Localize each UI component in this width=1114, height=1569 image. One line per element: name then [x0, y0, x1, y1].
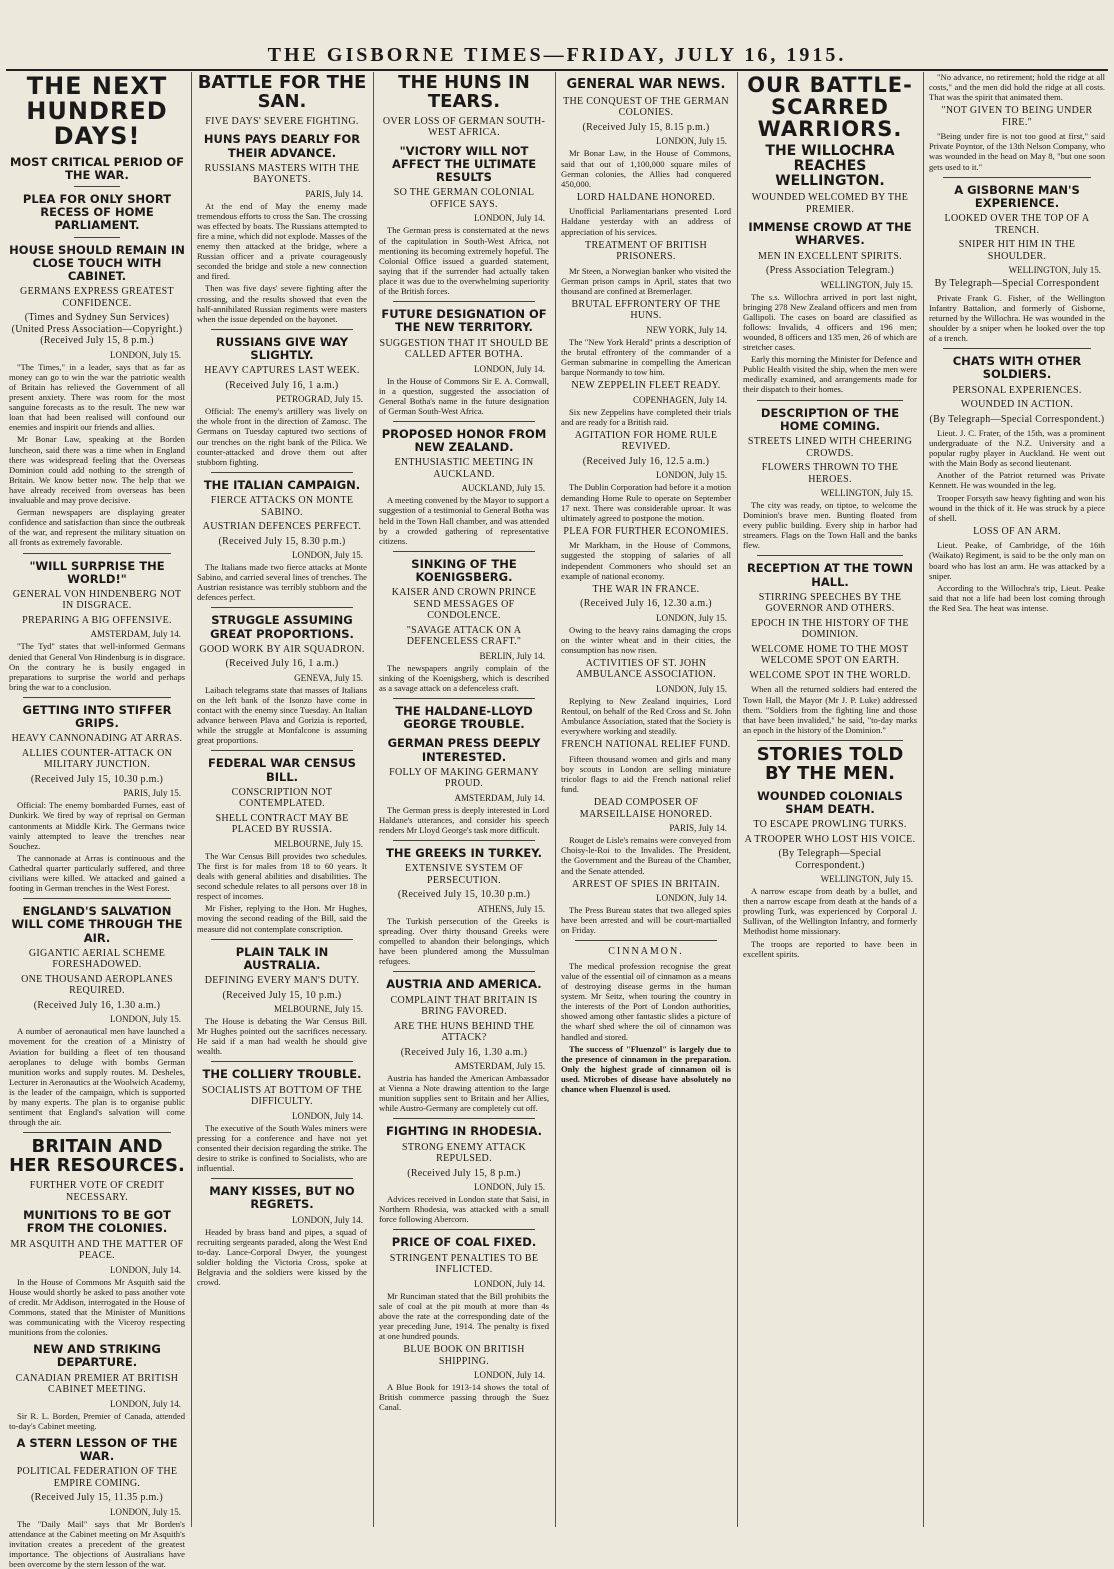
article-paragraph: Advices received in London state that Saisi, in Northern Rhodesia, was attacked with a small force following Abercorn. [379, 1194, 549, 1225]
subheading: FOLLY OF MAKING GERMANY PROUD. [389, 766, 539, 790]
subheading: PLEA FOR FURTHER ECONOMIES. [563, 525, 729, 537]
article-paragraph: The Press Bureau states that two alleged spies have been arrested and will be court-martialled on Friday. [561, 905, 731, 936]
subheading: RUSSIANS MASTERS WITH THE BAYONETS. [204, 162, 360, 186]
headline: MANY KISSES, BUT NO REGRETS. [209, 1184, 355, 1212]
subheading: GERMANS EXPRESS GREATEST CONFIDENCE. [20, 286, 174, 309]
article-paragraph: Six new Zeppelins have completed their trials and are ready for a British raid. [561, 406, 731, 427]
article-paragraph: The newspapers angrily complain of the sinking of the Koenigsberg, which is described as a savage attack on a defenceless craft. [379, 662, 549, 693]
article-paragraph: In the House of Commons Sir E. A. Cornwall, in a question, suggested the association of General Botha's name in the future designation of German South-West Africa. [379, 375, 549, 416]
headline: A GISBORNE MAN'S EXPERIENCE. [954, 182, 1080, 210]
divider [393, 698, 535, 699]
divider [575, 940, 717, 941]
subheading: STIRRING SPEECHES BY THE GOVERNOR AND OTHERS. [758, 591, 902, 615]
divider [393, 971, 535, 972]
headline: FUTURE DESIGNATION OF THE NEW TERRITORY. [381, 307, 547, 335]
subheading: DEFINING EVERY MAN'S DUTY. [204, 975, 360, 987]
subheading: BLUE BOOK ON BRITISH SHIPPING. [403, 1344, 525, 1367]
subheading: HEAVY CAPTURES LAST WEEK. [204, 365, 360, 377]
divider [943, 177, 1091, 178]
subheading: AUSTRIAN DEFENCES PERFECT. [202, 521, 362, 533]
subheading: ARE THE HUNS BEHIND THE ATTACK? [393, 1020, 535, 1044]
divider [211, 472, 353, 473]
subheading: STRINGENT PENALTIES TO BE INFLICTED. [389, 1252, 539, 1276]
dateline: LONDON, July 15. [292, 550, 363, 561]
subheading: CANADIAN PREMIER AT BRITISH CABINET MEETING. [15, 1372, 179, 1395]
subheading: HEAVY CANNONADING AT ARRAS. [11, 733, 183, 745]
article-paragraph: Rouget de Lisle's remains were conveyed from Choisy-le-Roi to the Invalides. The President, the Government and the Bureau of the Chamber, and the Senate attended. [561, 835, 731, 876]
headline: "WILL SURPRISE THE WORLD!" [29, 558, 165, 586]
article-paragraph: When all the returned soldiers had entered the Town Hall, the Mayor (Mr J. P. Luke) addressed them. "Soldiers from the fighting line and those that have been invalided," he said, "to-day marks an epoch in the history of the Dominion." [743, 684, 917, 735]
subheading: THE WAR IN FRANCE. [592, 583, 700, 595]
column-5 [738, 72, 922, 1527]
article-paragraph: "No advance, no retirement; hold the ridge at all costs," and the men did hold the ridge at all costs. That was the spirit that animated them. [929, 72, 1105, 103]
article-paragraph: According to the Willochra's trip, Lieut. Peake said that not a life had been lost coming through the Red Sea. The heat was intense. [929, 582, 1105, 613]
divider [943, 348, 1091, 349]
article-paragraph: A number of aeronautical men have launched a movement for the creation of a Ministry of Aviation for building a fleet of ten thousand aeroplanes to deluge with bombs German munition works and supply routes. M. Desheles, Lecturer in Aeronautics at the Woolwich Academy, is the leader of the campaign, which is supported by many experts. The plan is to organise public sentiment that England's salvation will come through the air. [9, 1026, 185, 1128]
article-paragraph: The troops are reported to have been in excellent spirits. [743, 938, 917, 959]
column-2 [192, 72, 372, 1527]
headline: FIGHTING IN RHODESIA. [386, 1124, 542, 1139]
subheading: MEN IN EXCELLENT SPIRITS. [758, 250, 902, 262]
article-paragraph: Mr Bonar Law, in the House of Commons, said that out of 1,100,000 square miles of German colonies, the Allies had conquered 450,000. [561, 148, 731, 189]
article-paragraph: Mr Steen, a Norwegian banker who visited the German prison camps in April, states that two thousand are confined at Bremerlager. [561, 265, 731, 296]
article-paragraph: The Dublin Corporation had before it a motion demanding Home Rule to operate on September 17 next. There was considerable uproar. It was ultimately agreed to postpone the motion. [561, 482, 731, 523]
article-paragraph: The "Daily Mail" says that Mr Borden's attendance at the Cabinet meeting on Mr Asquith's invitation creates a precedent of the greatest importance. The objections of Australians have been overcome by the stern lesson of the war. [9, 1518, 185, 1569]
article-paragraph: "The Tyd" states that well-informed Germans denied that General Von Hindenburg is in disgrace. On the contrary he is busily engaged in preparations to surprise the world and perhaps bring the war to a conclusion. [9, 641, 185, 692]
subheading: "NOT GIVEN TO BEING UNDER FIRE." [941, 105, 1093, 128]
subheading: PERSONAL EXPERIENCES. [952, 384, 1082, 396]
column-1 [4, 72, 190, 1569]
subheading: THE CONQUEST OF THE GERMAN COLONIES. [563, 95, 729, 119]
subheading: TREATMENT OF BRITISH PRISONERS. [585, 239, 707, 263]
subheading: ARREST OF SPIES IN BRITAIN. [572, 878, 720, 890]
dateline: WELLINGTON, July 15. [820, 279, 913, 290]
article-paragraph: The cannonade at Arras is continuous and the Cathedral quarter particularly suffered, and three civilians were killed. We attacked and gained a footing in German trenches in the West Forest. [9, 852, 185, 894]
headline: THE ITALIAN CAMPAIGN. [203, 477, 361, 492]
article-paragraph: The Italians made two fierce attacks at Monte Sabino, and carried several lines of trenches. The Austrian resistance was terribly stubborn and the defences perfect. [197, 562, 367, 603]
dateline: GENEVA, July 15. [294, 672, 363, 683]
wire-credit: (By Telegraph—Special Correspondent.) [929, 413, 1105, 425]
dateline: LONDON, July 14. [292, 1110, 363, 1121]
headline: THE COLLIERY TROUBLE. [202, 1067, 362, 1082]
article-paragraph: Replying to New Zealand inquiries, Lord Rentoul, on behalf of the Red Cross and St. John Ambulance Association, stated that the Society is everywhere working and steadily. [561, 695, 731, 737]
subheading: FLOWERS THROWN TO THE HEROES. [761, 462, 899, 485]
column-4 [556, 72, 736, 1527]
subheading: FRENCH NATIONAL RELIEF FUND. [561, 739, 731, 751]
headline-banner: OUR BATTLE-SCARRED WARRIORS. [747, 73, 913, 142]
subheading: ENTHUSIASTIC MEETING IN AUCKLAND. [394, 457, 534, 480]
dateline: ATHENS, July 15. [477, 903, 545, 914]
subheading: WELCOME SPOT IN THE WORLD. [749, 669, 911, 681]
article-paragraph: The Turkish persecution of the Greeks is spreading. Over thirty thousand Greeks were compelled to abandon their belongings, which have been plundered among the Mussulman refugees. [379, 915, 549, 967]
wire-credit: (By Telegraph—Special Correspondent.) [778, 848, 882, 871]
headline: PLAIN TALK IN AUSTRALIA. [235, 944, 329, 972]
subheading: WOUNDED IN ACTION. [960, 399, 1074, 410]
article-paragraph: The House is debating the War Census Bill. Mr Hughes pointed out the sacrifices necessary. He said if a man had wealth he should give wealth. [197, 1016, 367, 1057]
article-paragraph: At the end of May the enemy made tremendous efforts to cross the San. The crossing was effected by boats. The Russians attempted to fire a mine, which did not explode. Masses of the enemy then attacked at the bridge, where a Russian officer and a private courageously seconded the bridge and stole a new connection and fired. [197, 200, 367, 282]
article-paragraph: The medical profession recognise the great value of the essential oil of cinnamon as a means of destroying disease germs in the human system. Mr Seitz, when touring the country in the interests of the Port of London authorities, showed among other fantastic slides a picture of the wharf shed where the oil of cinnamon was handled and stored. [561, 960, 731, 1042]
headline: "VICTORY WILL NOT AFFECT THE ULTIMATE RESULTS [391, 143, 537, 185]
received-time: (Received July 16, 12.30 a.m.) [580, 598, 712, 610]
subheading: POLITICAL FEDERATION OF THE EMPIRE COMING. [16, 1466, 178, 1489]
dateline: PETROGRAD, July 15. [275, 394, 363, 405]
headline-banner: THE HUNS IN TEARS. [398, 72, 530, 112]
subheading: SUGGESTION THAT IT SHOULD BE CALLED AFTER BOTHA. [379, 337, 549, 361]
article-paragraph: The executive of the South Wales miners were pressing for a conference and have not yet consented their decision regarding the strike. The desire to strike is confined to Socialists, who are influential. [197, 1122, 367, 1174]
subheading: COMPLAINT THAT BRITAIN IS BRING FAVORED. [390, 994, 538, 1018]
divider [74, 237, 120, 238]
divider [211, 1178, 353, 1179]
subheading: MR ASQUITH AND THE MATTER OF PEACE. [10, 1238, 184, 1261]
dateline: BERLIN, July 14. [479, 650, 545, 661]
article-paragraph: Unofficial Parliamentarians presented Lord Haldane yesterday with an address of appreciation of his services. [561, 206, 731, 237]
divider [23, 898, 171, 899]
received-time: (Received July 16, 1.30 a.m.) [33, 999, 161, 1011]
article-paragraph: Lieut. Peake, of Cambridge, of the 16th (Waikato) Regiment, is said to be the only man on board who has lost an arm. He was attacked by a sniper. [929, 540, 1105, 581]
received-time: (Received July 15, 8 p.m.) [407, 1167, 521, 1179]
article-paragraph: The "New York Herald" prints a description of the brutal effrontery of the commander of a German submarine in compelling the American barque Normandy to tow him. [561, 336, 731, 378]
dateline: LONDON, July 14. [656, 893, 727, 904]
headline: MOST CRITICAL PERIOD OF THE WAR. [9, 154, 185, 182]
subheading: CINNAMON. [608, 946, 684, 958]
subheading: WELCOME HOME TO THE MOST WELCOME SPOT ON EARTH. [751, 643, 909, 667]
headline: THE HALDANE-LLOYD GEORGE TROUBLE. [395, 704, 533, 732]
divider [211, 939, 353, 940]
headline: WOUNDED COLONIALS SHAM DEATH. [757, 788, 903, 816]
column-3 [374, 72, 554, 1527]
article-paragraph: Mr Markham, in the House of Commons, suggested the stopping of salaries of all independent Commoners who should set an example of national economy. [561, 540, 731, 581]
article-paragraph: Owing to the heavy rains damaging the crops on the winter wheat and in their cities, the consumption has now risen. [561, 624, 731, 655]
dateline: LONDON, July 14. [292, 1214, 363, 1225]
dateline: AMSTERDAM, July 14. [454, 792, 545, 803]
masthead-title: THE GISBORNE TIMES—FRIDAY, JULY 16, 1915. [267, 44, 847, 66]
article-paragraph: A meeting convened by the Mayor to support a suggestion of a testimonial to General Botha was held in the Town Hall chamber, and was attended by a crowded gathering of representative citizens. [379, 495, 549, 546]
subheading: SHELL CONTRACT MAY BE PLACED BY RUSSIA. [215, 812, 349, 836]
divider [23, 1132, 171, 1133]
received-time: (Received July 15, 11.35 p.m.) [31, 1492, 163, 1504]
divider [393, 421, 535, 422]
received-time: (Received July 15, 10.30 p.m.) [397, 889, 531, 901]
subheading: GIGANTIC AERIAL SCHEME FORESHADOWED. [28, 947, 166, 971]
subheading: PREPARING A BIG OFFENSIVE. [22, 614, 172, 626]
article-paragraph: Official: The enemy bombarded Furnes, east of Dunkirk. We fired by way of reprisal on German cantonments at Middle Kirk. The Germans twice vainly attempted to leave the trenches near Souchez. [9, 800, 185, 851]
dateline: PARIS, July 14. [305, 188, 363, 199]
article-paragraph: Lieut. J. C. Frater, of the 15th, was a prominent undergraduate of the N.Z. University and a popular rugby player in Auckland. He went out with the Main Body as second lieutenant. [929, 428, 1105, 469]
subheading: "SAVAGE ATTACK ON A DEFENCELESS CRAFT." [406, 624, 522, 648]
dateline: LONDON, July 15. [110, 1014, 181, 1025]
subheading: CONSCRIPTION NOT CONTEMPLATED. [231, 786, 333, 810]
received-time: (Received July 16, 1.30 a.m.) [400, 1046, 528, 1058]
article-paragraph: Private Frank G. Fisher, of the Wellington Infantry Battalion, and formerly of Gisborne, returned by the Willochra. He was wounded in the shoulder by a sniper when he looked over the top of a trench. [929, 292, 1105, 343]
divider [393, 1118, 535, 1119]
headline: FEDERAL WAR CENSUS BILL. [208, 756, 356, 784]
divider [757, 400, 903, 401]
article-paragraph: Laibach telegrams state that masses of Italians on the left bank of the Isonzo have come in contact with the enemy since Tuesday. An Italian advance between Plava and Gorizia is reported, while the struggle at Monfalcone is assuming great proportions. [197, 684, 367, 746]
article-paragraph: The s.s. Willochra arrived in port last night, bringing 278 New Zealand officers and men from Gallipoli. The cases on board are classified as follows: Invalids, 4 officers and 196 men; wounded, 8 officers and 135 men, 26 of which are stretcher cases. [743, 291, 917, 353]
dateline: PARIS, July 14. [669, 823, 727, 834]
dateline: PARIS, July 15. [123, 788, 181, 799]
divider [74, 186, 120, 187]
divider [211, 329, 353, 330]
headline: PROPOSED HONOR FROM NEW ZEALAND. [381, 426, 547, 455]
headline: IMMENSE CROWD AT THE WHARVES. [748, 220, 912, 248]
subheading: FIVE DAYS' SEVERE FIGHTING. [205, 115, 359, 127]
divider [757, 740, 903, 741]
divider [23, 553, 171, 554]
dateline: AMSTERDAM, July 14. [90, 629, 181, 640]
subheading: EXTENSIVE SYSTEM OF PERSECUTION. [405, 863, 523, 886]
headline: GETTING INTO STIFFER GRIPS. [22, 702, 172, 731]
headline: HUNS PAYS DEARLY FOR THEIR ADVANCE. [203, 132, 361, 160]
headline: GERMAN PRESS DEEPLY INTERESTED. [387, 736, 541, 764]
subheading: DEAD COMPOSER OF MARSEILLAISE HONORED. [579, 797, 713, 820]
dateline: AUCKLAND, July 15. [461, 483, 545, 494]
dateline: LONDON, July 15. [656, 612, 727, 623]
article-paragraph: Then was five days' severe fighting after the crossing, and the results showed that even the half-annihilated Russian regiments were masters when the issue depended on the bayonet. [197, 283, 367, 324]
received-time: (Received July 16, 1 a.m.) [225, 379, 339, 391]
subheading: SO THE GERMAN COLONIAL OFFICE SAYS. [393, 187, 535, 210]
headline-banner: GENERAL WAR NEWS. [566, 77, 726, 92]
headline-banner: STORIES TOLD BY THE MEN. [756, 743, 904, 784]
article-paragraph: A narrow escape from death by a bullet, and then a narrow escape from death at the hands of a prowling Turk, was experienced by Corporal J. Sullivan, of the Wellington Infantry, and formerly Methodist home missionary. [743, 886, 917, 937]
dateline: LONDON, July 14. [110, 1398, 181, 1409]
article-paragraph: German newspapers are displaying greater confidence and satisfaction than since the outbreak of the war, and represent the military situation on all fronts as extremely favorable. [9, 507, 185, 548]
dateline: LONDON, July 15. [656, 136, 727, 147]
dateline: LONDON, July 14. [110, 1264, 181, 1275]
headline: RUSSIANS GIVE WAY SLIGHTLY. [215, 334, 349, 363]
article-paragraph: Early this morning the Minister for Defence and Public Health visited the ship, when the men were medically examined, and arrangements made for their dispatch to their homes. [743, 354, 917, 395]
headline-banner: BATTLE FOR THE SAN. [197, 72, 367, 112]
divider [211, 607, 353, 608]
divider [393, 840, 535, 841]
dateline: MELBOURNE, July 15. [273, 838, 363, 849]
headline: DESCRIPTION OF THE HOME COMING. [760, 405, 900, 433]
dateline: WELLINGTON, July 15. [1008, 265, 1101, 276]
dateline: LONDON, July 14. [474, 363, 545, 374]
dateline: MELBOURNE, July 15. [273, 1004, 363, 1015]
article-paragraph: The German press is deeply interested in Lord Haldane's utterances, and consider his speech renders Mr Lloyd George's task more difficult. [379, 804, 549, 836]
wire-credit: (Times and Sydney Sun Services) (United Press Association—Copyright.) (Received July 15, 8 p.m.) [11, 312, 183, 347]
subheading: FURTHER VOTE OF CREDIT NECESSARY. [29, 1180, 165, 1203]
subheading: OVER LOSS OF GERMAN SOUTH-WEST AFRICA. [382, 115, 546, 139]
headline: CHATS WITH OTHER SOLDIERS. [952, 354, 1082, 382]
subheading: KAISER AND CROWN PRINCE SEND MESSAGES OF CONDOLENCE. [391, 587, 537, 622]
subheading: LOSS OF AN ARM. [973, 525, 1061, 537]
headline: THE WILLOCHRA REACHES WELLINGTON. [765, 143, 895, 189]
dateline: LONDON, July 15. [656, 470, 727, 481]
subheading: ONE THOUSAND AEROPLANES REQUIRED. [21, 973, 173, 997]
article-paragraph: Mr Runciman stated that the Bill prohibits the sale of coal at the pit mouth at more than 4s above the rate at the corresponding date of the year preceding June, 1914. The penalty is fixed at one hundred pounds. [379, 1290, 549, 1342]
article-paragraph: Mr Bonar Law, speaking at the Borden luncheon, said there was a time when in England there was widespread feeling that the Overseas Dominion could add nothing to the strength of Britain. We know better now. The help that we have already received from overseas has been invaluable and may prove decisive. [9, 434, 185, 506]
divider [393, 1229, 535, 1230]
subheading: FIERCE ATTACKS ON MONTE SABINO. [210, 495, 354, 518]
masthead [0, 0, 1114, 70]
article-paragraph: Fifteen thousand women and girls and many boy scouts in London are selling miniature tricolor flags to aid the French national relief fund. [561, 753, 731, 795]
article-paragraph: "The Times," in a leader, says that as far as money can go to win the war the patriotic wealth of Britain has relieved the Government of all present anxiety. There was room for the most sanguine forecasts as to the result. The new war loan that had been realised will confound our enemies and inspirit our friends and allies. [9, 361, 185, 433]
subheading: LORD HALDANE HONORED. [576, 191, 716, 203]
headline: PLEA FOR ONLY SHORT RECESS OF HOME PARLIAMENT. [22, 192, 172, 233]
subheading: ACTIVITIES OF ST. JOHN AMBULANCE ASSOCIATION. [576, 657, 716, 681]
article-paragraph: Austria has handed the American Ambassador at Vienna a Note drawing attention to the large munition supplies sent to Britain and her Allies, while Austro-Germany are completely cut off. [379, 1073, 549, 1114]
received-time: (Received July 15, 10 p.m.) [222, 989, 342, 1001]
divider [393, 551, 535, 552]
dateline: COPENHAGEN, July 14. [632, 394, 727, 405]
received-time: (Received July 15, 10.30 p.m.) [30, 773, 164, 785]
column-6 [924, 72, 1110, 1527]
dateline: AMSTERDAM, July 15. [454, 1061, 545, 1072]
headline: HOUSE SHOULD REMAIN IN CLOSE TOUCH WITH CABINET. [9, 242, 185, 284]
subheading: EPOCH IN THE HISTORY OF THE DOMINION. [751, 617, 909, 641]
headline: AUSTRIA AND AMERICA. [386, 977, 542, 992]
headline-banner: THE NEXT HUNDRED DAYS! [26, 72, 168, 151]
article-paragraph: Official: The enemy's artillery was lively on the whole front in the direction of Zamosc. The Germans on Tuesday captured two sections of our trenches on the right bank of the Pilica. We counter-attacked and drove them out after stubborn fighting. [197, 406, 367, 467]
article-paragraph: Another of the Patriot returned was Private Kennett. He was wounded in the leg. [929, 470, 1105, 491]
headline: PRICE OF COAL FIXED. [391, 1235, 537, 1250]
dateline: WELLINGTON, July 15. [820, 874, 913, 885]
headline: MUNITIONS TO BE GOT FROM THE COLONIES. [23, 1208, 171, 1236]
divider [211, 1061, 353, 1062]
article-paragraph: Sir R. L. Borden, Premier of Canada, attended to-day's Cabinet meeting. [9, 1410, 185, 1431]
headline-banner: BRITAIN AND HER RESOURCES. [9, 1136, 185, 1177]
wire-credit: By Telegraph—Special Correspondent [934, 278, 1100, 290]
subheading: WOUNDED WELCOMED BY THE PREMIER. [751, 192, 909, 215]
received-time: (Received July 16, 1 a.m.) [225, 658, 339, 670]
divider [211, 750, 353, 751]
divider [757, 555, 903, 556]
dateline: LONDON, July 14. [474, 1370, 545, 1381]
article-paragraph: Trooper Forsyth saw heavy fighting and won his wound in the thick of it. He was struck by a piece of shell. [929, 492, 1105, 523]
subheading: STREETS LINED WITH CHEERING CROWDS. [747, 436, 913, 459]
dateline: WELLINGTON, July 15. [820, 488, 913, 499]
received-time: (Received July 15, 8.30 p.m.) [218, 535, 346, 547]
subheading: NEW ZEPPELIN FLEET READY. [571, 380, 721, 392]
headline: A STERN LESSON OF THE WAR. [16, 1435, 178, 1463]
headline: NEW AND STRIKING DEPARTURE. [33, 1342, 161, 1370]
article-paragraph: A Blue Book for 1913-14 shows the total of British commerce passing through the Suez Canal. [379, 1382, 549, 1413]
dateline: LONDON, July 14. [474, 1278, 545, 1289]
article-paragraph: The War Census Bill provides two schedules. The first is for males from 18 to 60 years. It deals with general abilities and disabilities. The second schedule relates to all persons over 18 in respect of incomes. [197, 850, 367, 902]
subheading: AGITATION FOR HOME RULE REVIVED. [574, 429, 718, 453]
article-paragraph: The German press is consternated at the news of the capitulation in South-West Africa, not mentioning its becoming extremely hopeful. The Colonial Office issued a guarded statement, saying that if the surrender had actually taken place it was due to the overwhelming superiority of the British forces. [379, 225, 549, 296]
article-paragraph: The city was ready, on tiptoe, to welcome the Dominion's brave men. Bunting floated from every public building. Every ship in harbor had streamers. Flags on the Town Hall and the banks flew. [743, 500, 917, 551]
divider [23, 697, 171, 698]
dateline: NEW YORK, July 14. [646, 324, 727, 335]
subheading: ALLIES COUNTER-ATTACK ON MILITARY JUNCTION. [21, 747, 173, 771]
subheading: A TROOPER WHO LOST HIS VOICE. [744, 833, 916, 845]
dateline: LONDON, July 15. [474, 1182, 545, 1193]
subheading: TO ESCAPE PROWLING TURKS. [753, 819, 907, 831]
subheading: SOCIALISTS AT BOTTOM OF THE DIFFICULTY. [201, 1084, 363, 1108]
headline: THE GREEKS IN TURKEY. [385, 846, 543, 861]
dateline: LONDON, July 15. [656, 683, 727, 694]
subheading: GOOD WORK BY AIR SQUADRON. [199, 643, 365, 655]
subheading: STRONG ENEMY ATTACK REPULSED. [402, 1141, 526, 1165]
article-paragraph: Mr Fisher, replying to the Hon. Mr Hughes, moving the second reading of the Bill, said the measure did not contemplate conscription. [197, 903, 367, 934]
received-time: (Received July 15, 8.15 p.m.) [582, 121, 710, 133]
subheading: BRUTAL EFFRONTERY OF THE HUNS. [571, 298, 721, 322]
headline: ENGLAND'S SALVATION WILL COME THROUGH THE AIR. [11, 904, 183, 945]
received-time: (Received July 16, 12.5 a.m.) [582, 455, 710, 467]
wire-credit: (Press Association Telegram.) [765, 265, 895, 277]
dateline: LONDON, July 15. [110, 349, 181, 360]
article-paragraph: Headed by brass band and pipes, a squad of recruiting sergeants paraded, along the West End to-day. Lance-Corporal Dwyer, the youngest soldier holding the Victoria Cross, spoke at Belgravia and the soldiers were kissed by the crowd. [197, 1226, 367, 1288]
subheading: LOOKED OVER THE TOP OF A TRENCH. [944, 213, 1090, 236]
subheading: SNIPER HIT HIM IN THE SHOULDER. [958, 239, 1076, 262]
headline: RECEPTION AT THE TOWN HALL. [746, 561, 914, 589]
headline: STRUGGLE ASSUMING GREAT PROPORTIONS. [210, 613, 354, 641]
article-paragraph: "Being under fire is not too good at first," said Private Poyntor, of the 13th Nelson Company, who was wounded in the head on May 8, "but one soon gets used to it." [929, 131, 1105, 172]
masthead-rule [6, 69, 1108, 71]
advert-paragraph: The success of "Fluenzol" is largely due to the presence of cinnamon in the preparation. Only the highest grade of cinnamon oil is used. Microbes of disease have absolutely no chance when Fluenzol is used. [561, 1043, 731, 1094]
divider [393, 301, 535, 302]
dateline: LONDON, July 14. [474, 213, 545, 224]
subheading: GENERAL VON HINDENBERG NOT IN DISGRACE. [12, 588, 182, 612]
dateline: LONDON, July 15. [110, 1506, 181, 1517]
headline: SINKING OF THE KOENIGSBERG. [411, 556, 517, 585]
article-paragraph: In the House of Commons Mr Asquith said the House would shortly be asked to pass another vote of credit. Mr Addison, interrogated in the House of Commons, stated that the Minister of Munitions was communicating with the Viceroy respecting munitions from the colonies. [9, 1276, 185, 1337]
